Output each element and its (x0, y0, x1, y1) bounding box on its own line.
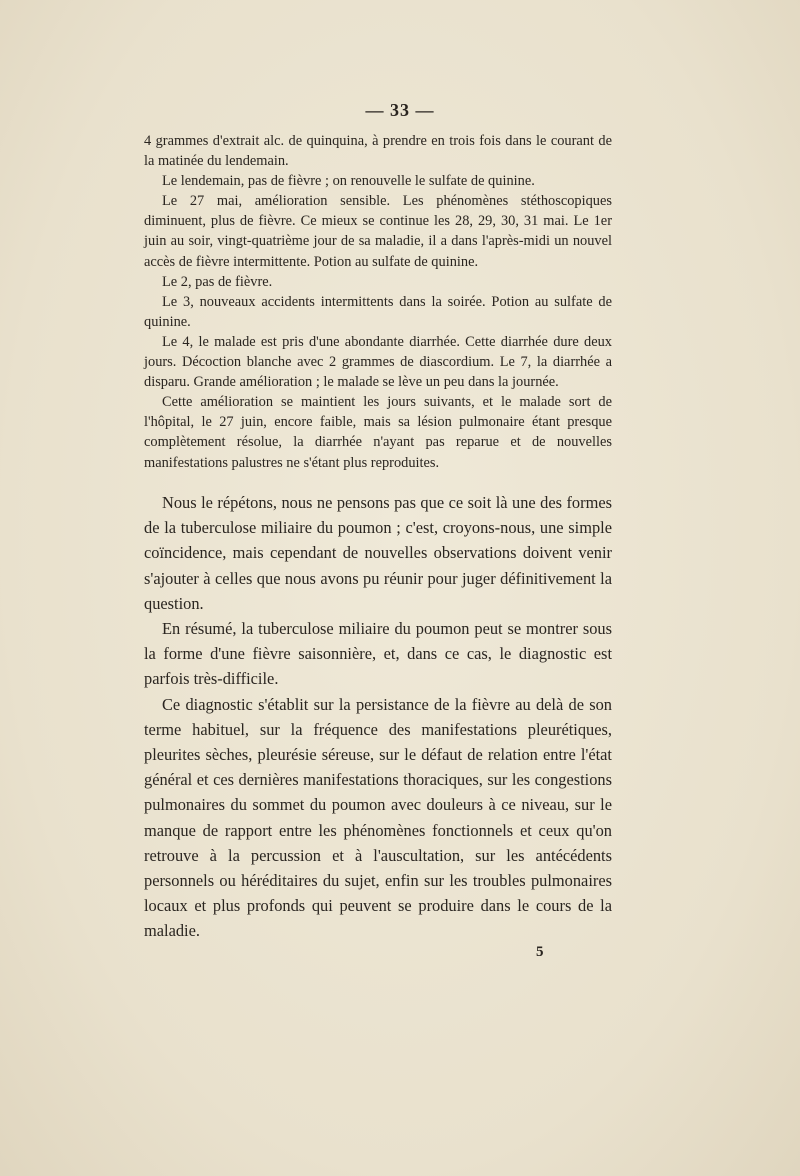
discussion-text-block (144, 490, 612, 944)
paragraph: Ce diagnostic s'établit sur la persistance de la fièvre au delà de son terme habituel, sur la fréquence des manifestations pleurétiques, pleurites sèches, pleurésie séreuse, sur le défaut de relation entre l'état général et ces dernières manifestations thoraciques, sur les congestions pulmonaires du sommet du poumon avec douleurs à ce niveau, sur le manque de rapport entre les phénomènes fonctionnels et ceux qu'on retrouve à la percussion et à l'auscultation, sur les antécédents personnels ou héréditaires du sujet, enfin sur les troubles pulmonaires locaux et plus profonds qui peuvent se produire dans le cours de la maladie. (144, 694, 612, 941)
signature-mark: 5 (536, 944, 544, 960)
paragraph: 4 grammes d'extrait alc. de quinquina, à prendre en trois fois dans le courant de la matinée du lendemain. (144, 133, 612, 170)
paragraph: Le 3, nouveaux accidents intermittents dans la soirée. Potion au sulfate de quinine. (144, 293, 612, 330)
paragraph: Nous le répétons, nous ne pensons pas que ce soit là une des formes de la tuberculose miliaire du poumon ; c'est, croyons-nous, une simple coïncidence, mais cependant de nouvelles observations doivent venir s'ajouter à celles que nous avons pu réunir pour juger définitivement la question. (144, 493, 612, 613)
paragraph: Le 27 mai, amélioration sensible. Les phénomènes stéthoscopiques diminuent, plus de fièvre. Ce mieux se continue les 28, 29, 30, 31 mai. Le 1er juin au soir, vingt-quatrième jour de sa maladie, il a dans l'après-midi un nouvel accès de fièvre intermittente. Potion au sulfate de quinine. (144, 193, 612, 270)
paragraph: En résumé, la tuberculose miliaire du poumon peut se montrer sous la forme d'une fièvre saisonnière, et, dans ce cas, le diagnostic est parfois très-difficile. (144, 619, 612, 689)
paragraph: Le lendemain, pas de fièvre ; on renouvelle le sulfate de quinine. (162, 173, 535, 190)
paragraph: Cette amélioration se maintient les jours suivants, et le malade sort de l'hôpital, le 27 juin, encore faible, mais sa lésion pulmonaire étant presque complètement résolue, la diarrhée n'ayant pas reparue et de nouvelles manifestations palustres ne s'étant plus reproduites. (144, 394, 612, 471)
page-number: — 33 — (365, 100, 435, 120)
observation-text-block (144, 131, 612, 473)
paragraph: Le 4, le malade est pris d'une abondante diarrhée. Cette diarrhée dure deux jours. Décoction blanche avec 2 grammes de diascordium. Le 7, la diarrhée a disparu. Grande amélioration ; le malade se lève un peu dans la journée. (144, 333, 612, 391)
paragraph: Le 2, pas de fièvre. (162, 273, 273, 290)
